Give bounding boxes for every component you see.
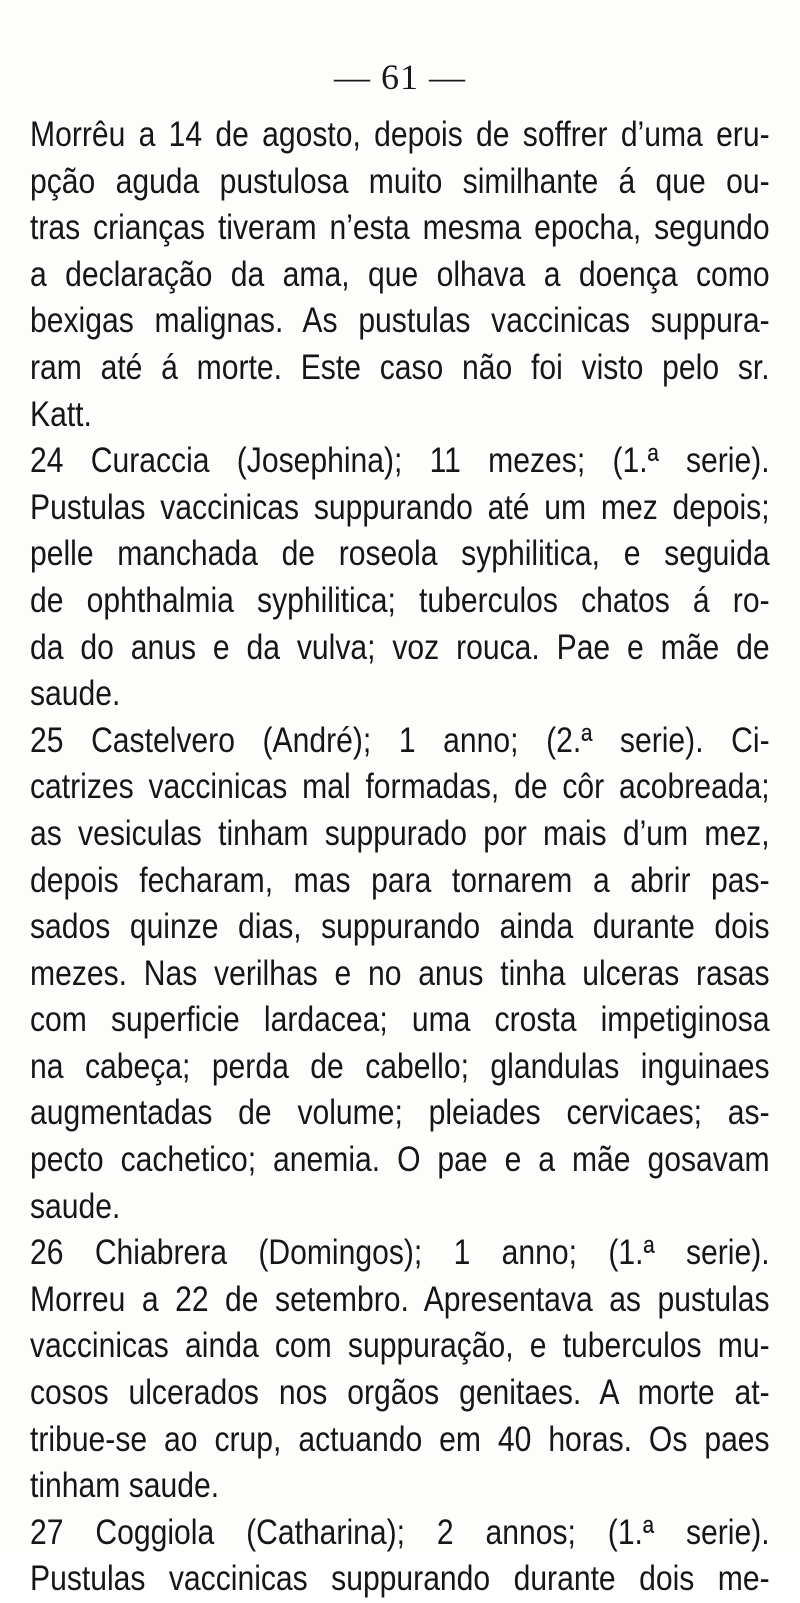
text-line: Morreu a 22 de setembro. Apresentava as pustulas	[30, 1279, 770, 1319]
text-line: de ophthalmia syphilitica; tuberculos chatos á ro-	[30, 580, 770, 620]
text-line: pção aguda pustulosa muito similhante á que ou-	[30, 161, 770, 201]
text-line: na cabeça; perda de cabello; glandulas inguinaes	[30, 1046, 770, 1086]
text-line: catrizes vaccinicas mal formadas, de côr acobreada;	[30, 767, 770, 807]
text-line: augmentadas de volume; pleiades cervicaes; as-	[30, 1093, 770, 1133]
text-line: 25 Castelvero (André); 1 anno; (2.ª serie). Ci-	[30, 720, 770, 760]
text-line: tribue-se ao crup, actuando em 40 horas. Os paes	[30, 1419, 770, 1459]
text-line: 24 Curaccia (Josephina); 11 mezes; (1.ª serie).	[30, 441, 770, 481]
text-line: sados quinze dias, suppurando ainda durante dois	[30, 907, 770, 947]
text-line: pecto cachetico; anemia. O pae e a mãe gosavam	[30, 1140, 770, 1180]
text-line: depois fecharam, mas para tornarem a abrir pas-	[30, 860, 770, 900]
body-text	[30, 112, 770, 1603]
text-line: 27 Coggiola (Catharina); 2 annos; (1.ª serie).	[30, 1512, 770, 1552]
text-line: a declaração da ama, que olhava a doença como	[30, 254, 770, 294]
text-line: Katt.	[30, 394, 92, 434]
text-line: bexigas malignas. As pustulas vaccinicas suppura-	[30, 301, 770, 341]
text-line: as vesiculas tinham suppurado por mais d’um mez,	[30, 813, 770, 853]
text-line: tras crianças tiveram n’esta mesma epocha, segundo	[30, 208, 770, 248]
text-line: ram até á morte. Este caso não foi visto pelo sr.	[30, 347, 770, 387]
text-line: vaccinicas ainda com suppuração, e tuberculos mu-	[30, 1326, 770, 1366]
text-line: Pustulas vaccinicas suppurando até um mez depois;	[30, 487, 770, 527]
text-line: pelle manchada de roseola syphilitica, e seguida	[30, 534, 770, 574]
text-line: saude.	[30, 674, 121, 714]
page-number: — 61 —	[334, 57, 466, 97]
text-line: Pustulas vaccinicas suppurando durante dois me-	[30, 1559, 770, 1599]
text-line: saude.	[30, 1186, 121, 1226]
text-line: Morrêu a 14 de agosto, depois de soffrer d’uma eru-	[30, 115, 770, 154]
text-line: 26 Chiabrera (Domingos); 1 anno; (1.ª serie).	[30, 1233, 770, 1273]
text-line: com superficie lardacea; uma crosta impetiginosa	[30, 1000, 770, 1040]
text-line: da do anus e da vulva; voz rouca. Pae e mãe de	[30, 627, 770, 667]
text-line: tinham saude.	[30, 1466, 220, 1506]
text-line: cosos ulcerados nos orgãos genitaes. A morte at-	[30, 1373, 770, 1413]
text-line: mezes. Nas verilhas e no anus tinha ulceras rasas	[30, 953, 770, 993]
